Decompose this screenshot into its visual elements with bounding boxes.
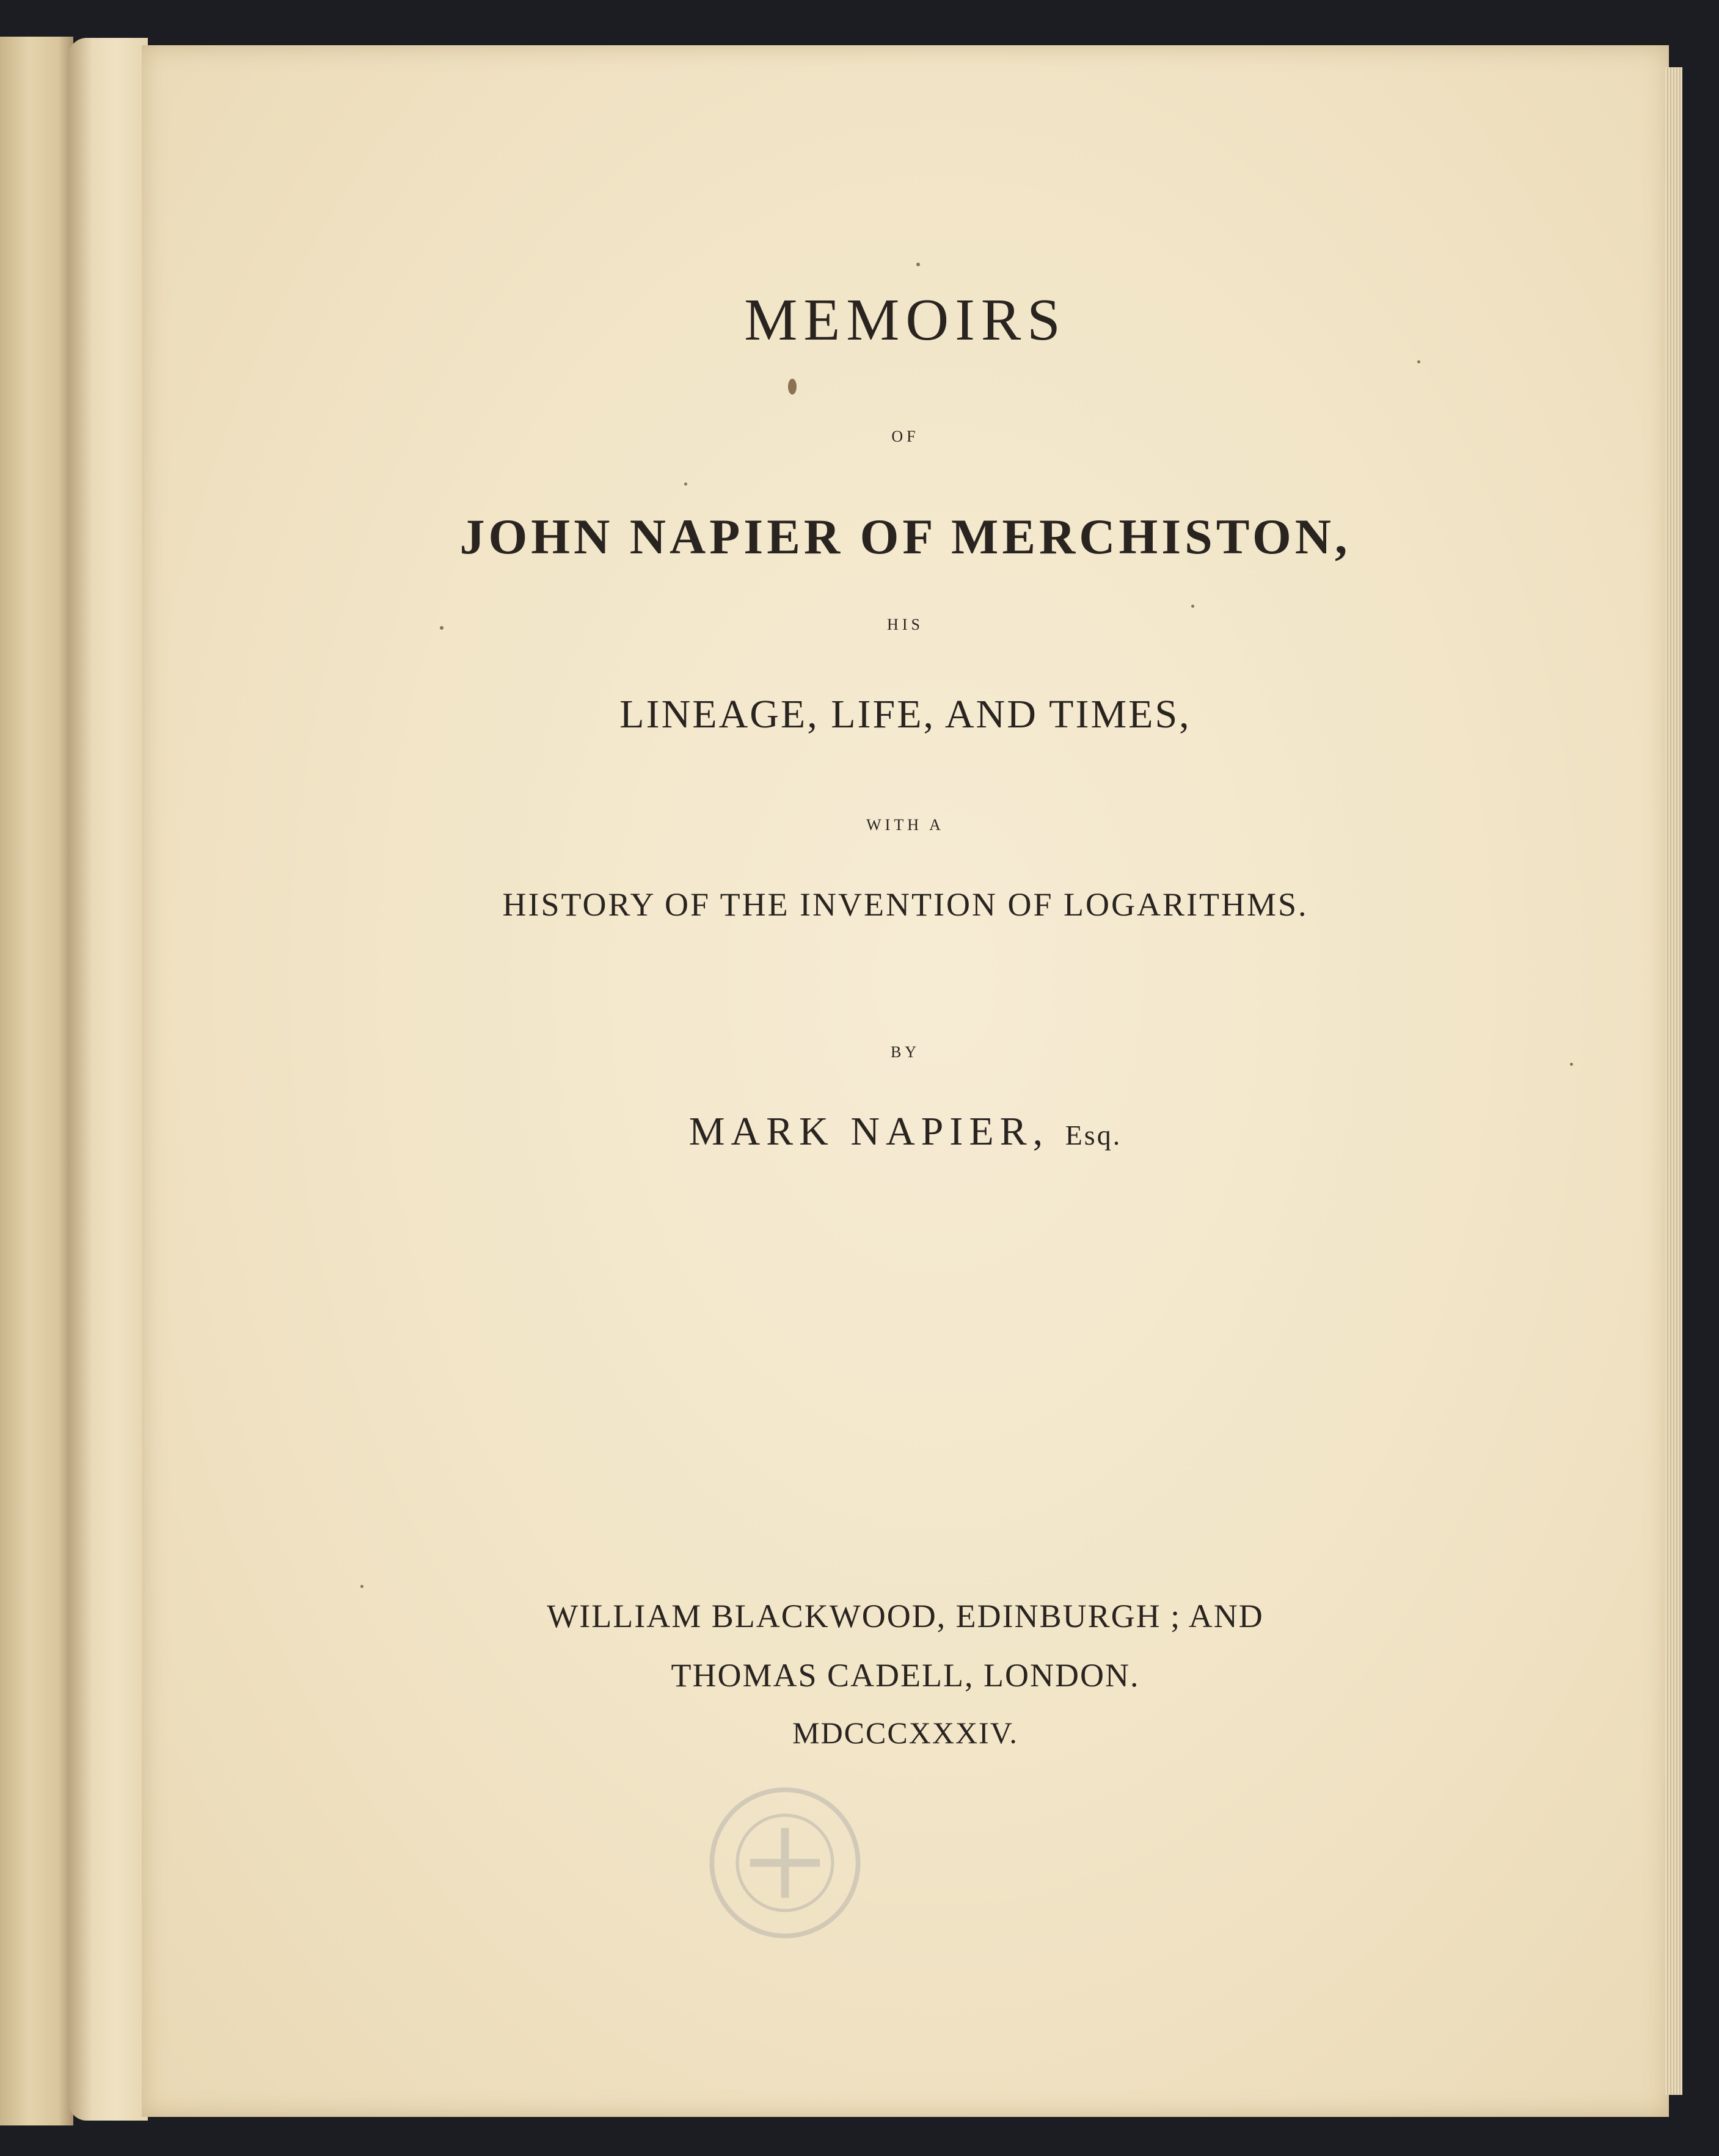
paper-speck	[684, 483, 687, 486]
publisher-line-1: WILLIAM BLACKWOOD, EDINBURGH ; AND	[547, 1598, 1264, 1634]
paper-speck	[360, 1585, 363, 1588]
title-page	[142, 45, 1669, 2117]
paper-speck	[788, 379, 797, 395]
subtitle-history: HISTORY OF THE INVENTION OF LOGARITHMS.	[502, 886, 1308, 923]
title-connector-with-a: WITH A	[866, 816, 944, 834]
title-connector-of: OF	[891, 428, 919, 445]
paper-speck	[1417, 360, 1420, 363]
paper-speck	[1570, 1063, 1573, 1066]
author-line	[142, 1109, 1669, 1155]
previous-leaf-edge	[0, 37, 73, 2125]
page-block-edges	[1665, 67, 1682, 2095]
library-stamp-icon	[706, 1783, 864, 1942]
paper-speck	[916, 263, 920, 266]
paper-speck	[1191, 605, 1194, 608]
book-title: MEMOIRS	[744, 287, 1067, 353]
author-suffix: Esq.	[1065, 1120, 1122, 1151]
publisher-line-2: THOMAS CADELL, LONDON.	[671, 1657, 1140, 1694]
subtitle-lineage: LINEAGE, LIFE, AND TIMES,	[619, 692, 1191, 737]
title-connector-by: BY	[890, 1043, 921, 1061]
publication-year: MDCCCXXXIV.	[792, 1716, 1018, 1750]
book-gutter	[68, 38, 148, 2121]
author-name: MARK NAPIER,	[688, 1109, 1049, 1154]
subject-name: JOHN NAPIER OF MERCHISTON,	[459, 509, 1351, 564]
title-connector-his: HIS	[887, 616, 924, 633]
